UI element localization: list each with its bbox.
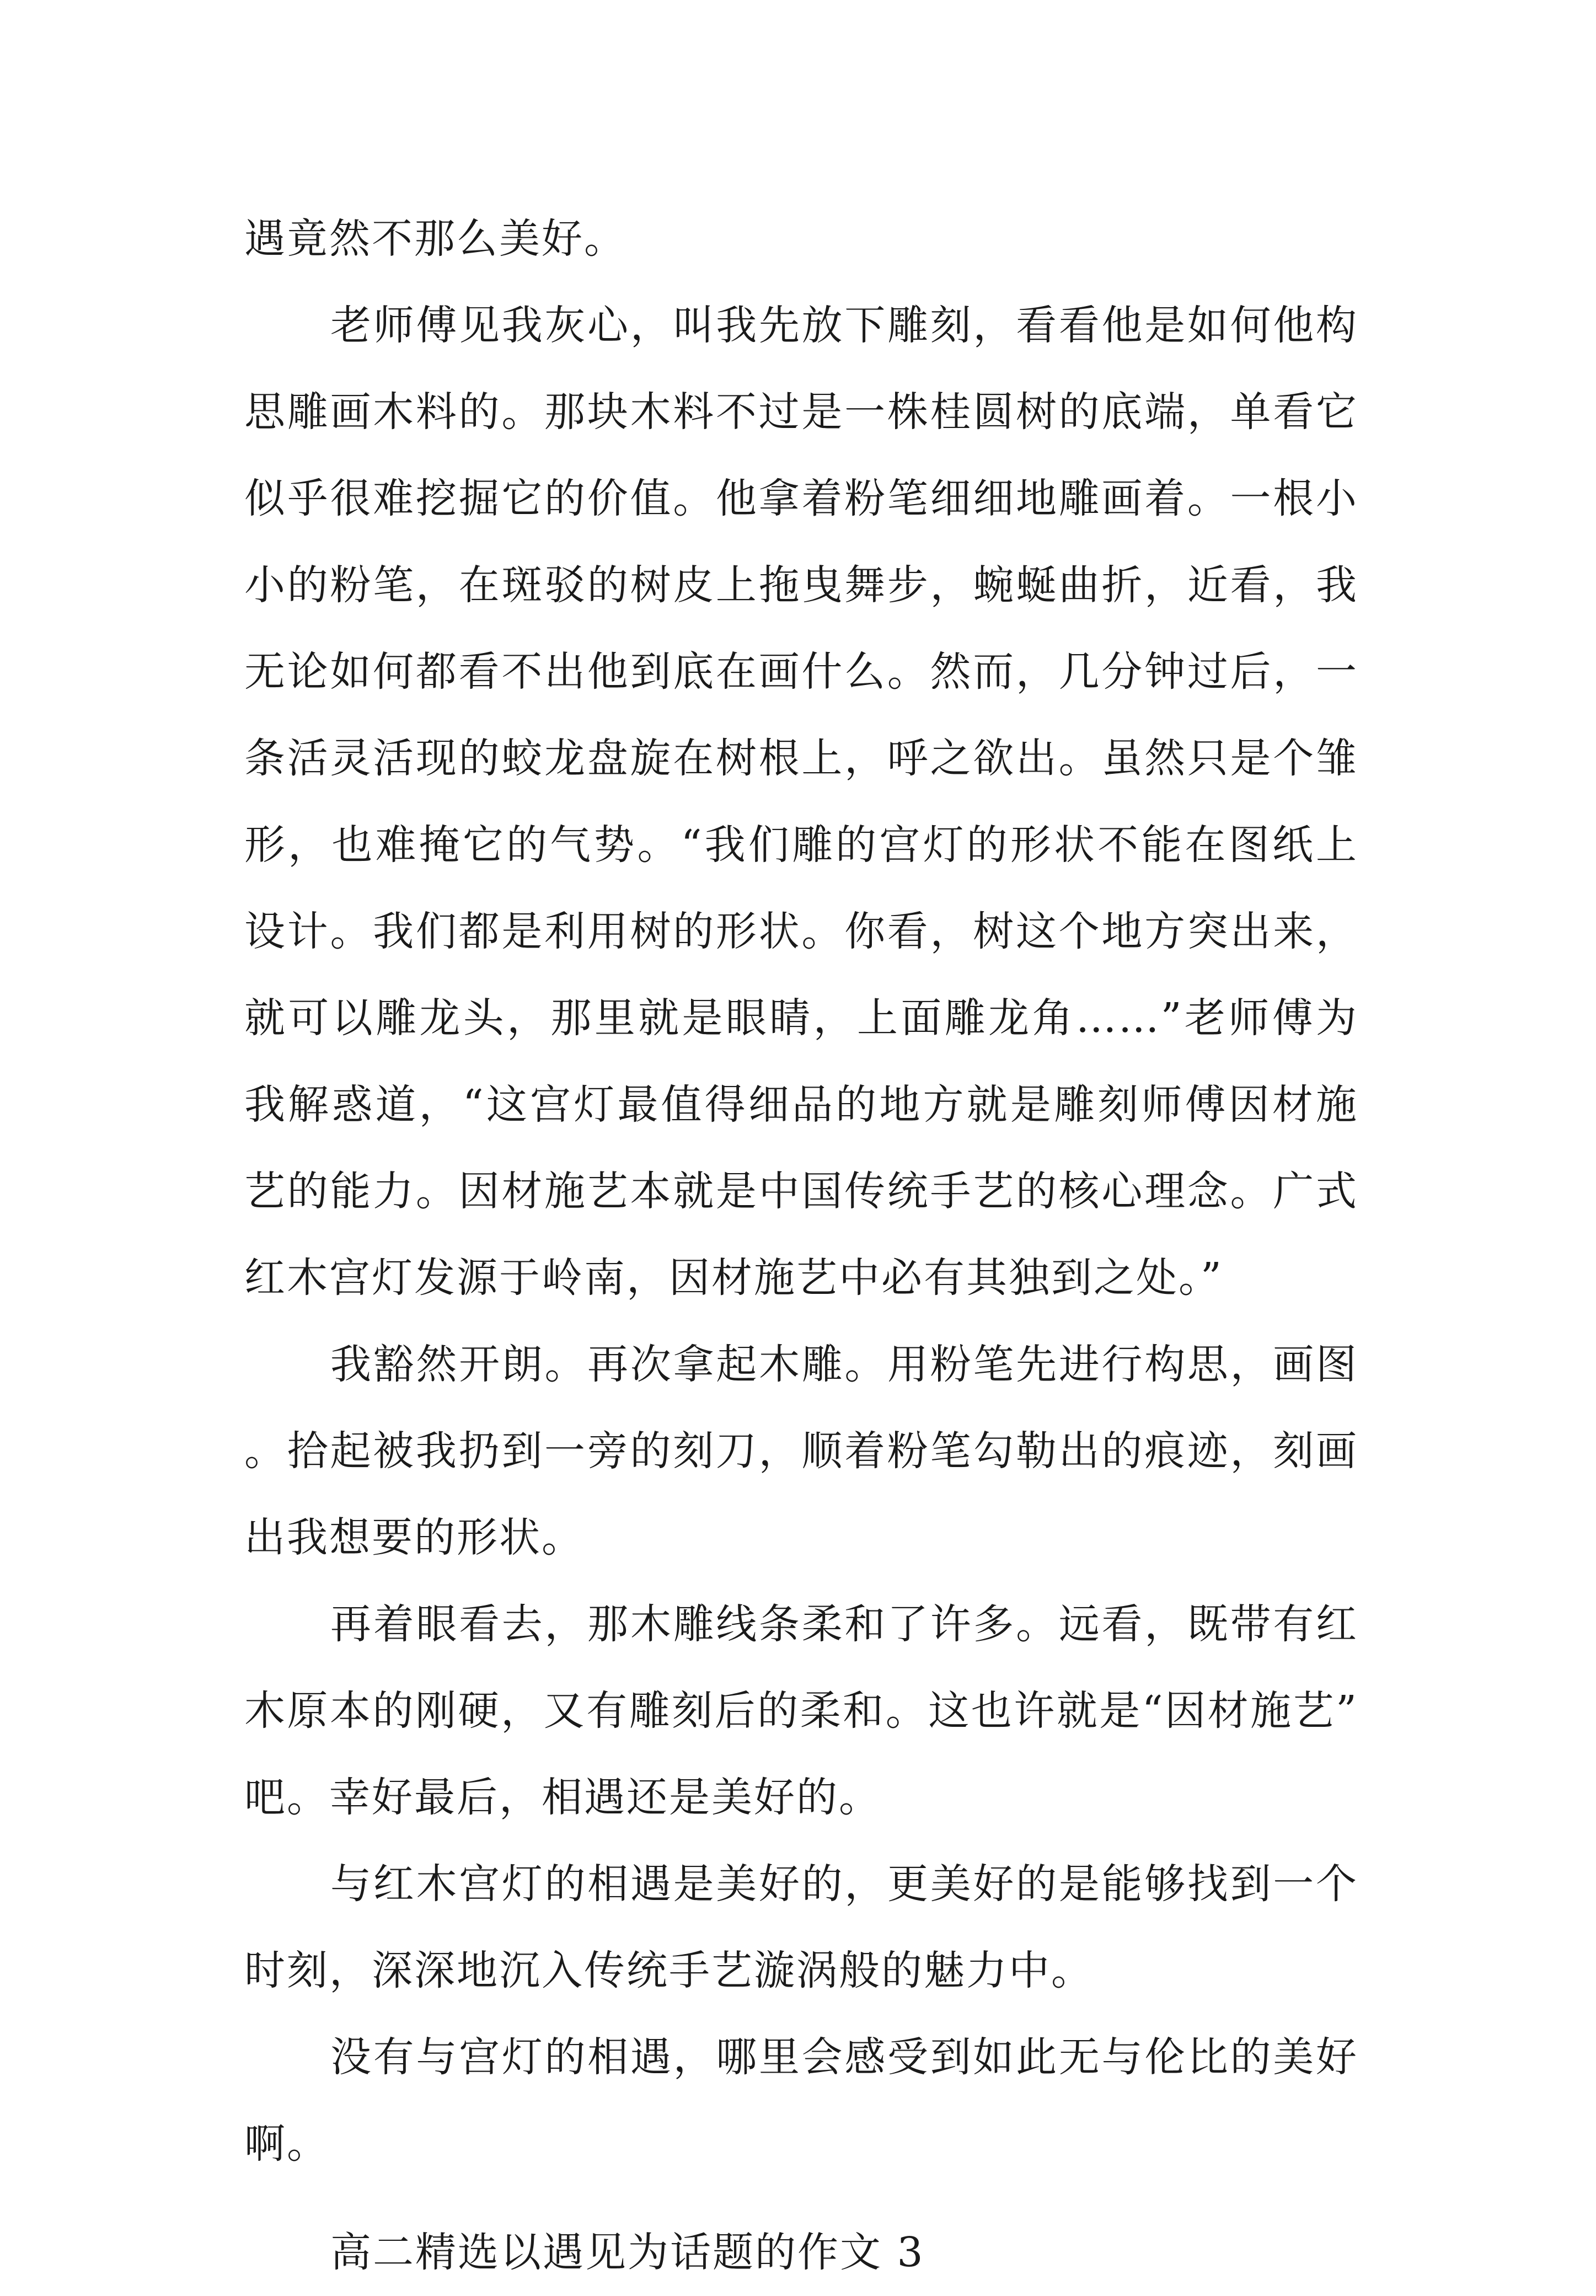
paragraph-5: 与红木宫灯的相遇是美好的，更美好的是能够找到一个时刻，深深地沉入传统手艺漩涡般的魅力中。 [244, 1860, 1358, 1994]
paragraph-4: 再着眼看去，那木雕线条柔和了许多。远看，既带有红木原本的刚硬，又有雕刻后的柔和。这也许就是“因材施艺”吧。幸好最后，相遇还是美好的。 [244, 1601, 1358, 1821]
paragraph-3: 我豁然开朗。再次拿起木雕。用粉笔先进行构思，画图。拾起被我扔到一旁的刻刀，顺着粉笔勾勒出的痕迹，刻画出我想要的形状。 [244, 1341, 1358, 1561]
paragraph-2: 老师傅见我灰心，叫我先放下雕刻，看看他是如何他构思雕画木料的。那块木料不过是一株桂圆树的底端，单看它似乎很难挖掘它的价值。他拿着粉笔细细地雕画着。一根小小的粉笔，在斑驳的树皮上拖曳舞步，蜿蜒曲折，近看，我无论如何都看不出他到底在画什么。然而，几分钟过后，一条活灵活现的蛟龙盘旋在树根上，呼之欲出。虽然只是个雏形，也难掩它的气势。“我们雕的宫灯的形状不能在图纸上设计。我们都是利用树的形状。你看，树这个地方突出来，就可以雕龙头，那里就是眼睛，上面雕龙角……”老师傅为我解惑道，“这宫灯最值得细品的地方就是雕刻师傅因材施艺的能力。因材施艺本就是中国传统手艺的核心理念。广式红木宫灯发源于岭南，因材施艺中必有其独到之处。” [244, 302, 1358, 1302]
section-heading: 高二精选以遇见为话题的作文 3 [330, 2229, 925, 2276]
paragraph-1: 遇竟然不那么美好。 [244, 215, 626, 263]
paragraph-6: 没有与宫灯的相遇，哪里会感受到如此无与伦比的美好啊。 [244, 2033, 1358, 2167]
document-body [244, 196, 1358, 2296]
